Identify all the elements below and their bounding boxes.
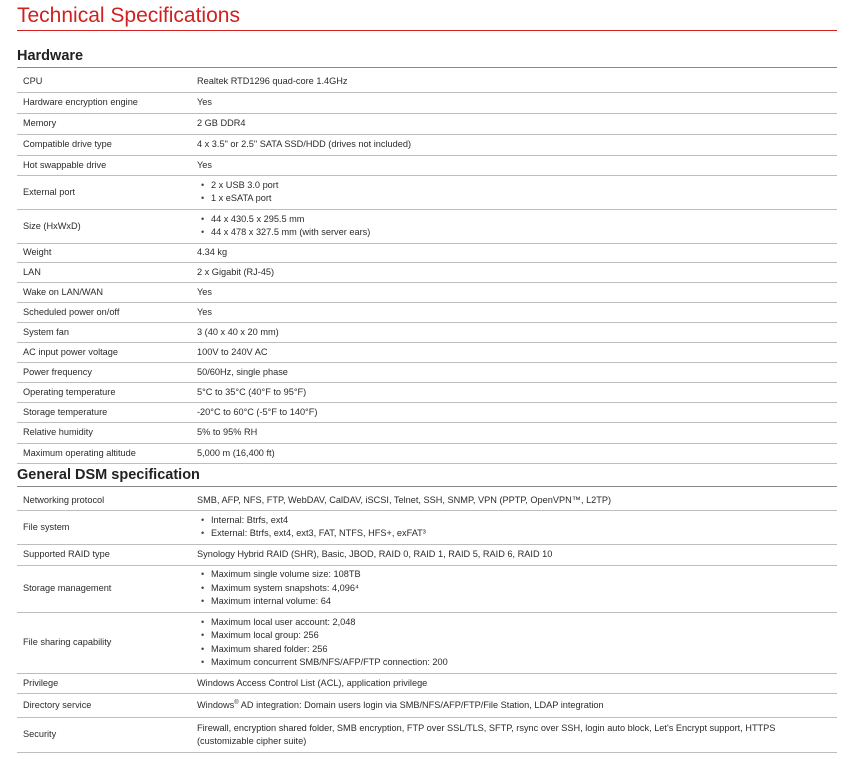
spec-label: Privilege	[17, 673, 191, 693]
spec-label: Directory service	[17, 693, 191, 717]
title-divider	[17, 30, 837, 31]
hardware-spec-table	[17, 72, 837, 464]
spec-row	[17, 422, 837, 443]
spec-value: Yes	[191, 155, 837, 175]
spec-value	[191, 209, 837, 243]
spec-label: Hot swappable drive	[17, 155, 191, 175]
page-title: Technical Specifications	[17, 4, 240, 27]
spec-list-item: • Maximum system snapshots: 4,096⁴	[197, 582, 831, 596]
spec-row	[17, 717, 837, 752]
spec-row	[17, 302, 837, 322]
spec-value-list	[197, 616, 831, 670]
spec-value	[191, 510, 837, 544]
spec-row	[17, 510, 837, 544]
spec-value	[191, 693, 837, 717]
spec-row	[17, 693, 837, 717]
spec-value	[191, 175, 837, 209]
spec-list-item: • Maximum local user account: 2,048	[197, 616, 831, 630]
spec-row	[17, 155, 837, 175]
spec-label: Networking protocol	[17, 491, 191, 510]
spec-label: Memory	[17, 113, 191, 134]
spec-value: Yes	[191, 302, 837, 322]
spec-row	[17, 382, 837, 402]
spec-list-item: • External: Btrfs, ext4, ext3, FAT, NTFS, HFS+, exFAT³	[197, 527, 831, 541]
spec-row	[17, 491, 837, 510]
spec-label: Scheduled power on/off	[17, 302, 191, 322]
spec-label: Supported RAID type	[17, 544, 191, 565]
spec-value: Windows Access Control List (ACL), application privilege	[191, 673, 837, 693]
spec-value: 4 x 3.5" or 2.5" SATA SSD/HDD (drives not included)	[191, 134, 837, 155]
spec-label: External port	[17, 175, 191, 209]
spec-value: 5,000 m (16,400 ft)	[191, 443, 837, 463]
spec-row	[17, 673, 837, 693]
spec-row	[17, 134, 837, 155]
spec-row	[17, 612, 837, 673]
spec-list-item: • 44 x 430.5 x 295.5 mm	[197, 213, 831, 227]
spec-row	[17, 402, 837, 422]
spec-value: -20°C to 60°C (-5°F to 140°F)	[191, 402, 837, 422]
spec-label: Weight	[17, 243, 191, 262]
spec-list-item: • Maximum concurrent SMB/NFS/AFP/FTP connection: 200	[197, 656, 831, 670]
spec-label: Compatible drive type	[17, 134, 191, 155]
spec-value: 2 GB DDR4	[191, 113, 837, 134]
spec-label: File system	[17, 510, 191, 544]
spec-value: Synology Hybrid RAID (SHR), Basic, JBOD, RAID 0, RAID 1, RAID 5, RAID 6, RAID 10	[191, 544, 837, 565]
spec-list-item: • Maximum local group: 256	[197, 629, 831, 643]
section-divider-dsm	[17, 486, 837, 487]
spec-label: Security	[17, 717, 191, 752]
spec-value: 3 (40 x 40 x 20 mm)	[191, 322, 837, 342]
spec-value: 50/60Hz, single phase	[191, 362, 837, 382]
spec-label: Storage management	[17, 565, 191, 612]
spec-row	[17, 113, 837, 134]
spec-list-item: • 2 x USB 3.0 port	[197, 179, 831, 193]
spec-row	[17, 282, 837, 302]
spec-value-list	[197, 179, 831, 206]
spec-row	[17, 565, 837, 612]
spec-row	[17, 209, 837, 243]
spec-label: Maximum operating altitude	[17, 443, 191, 463]
spec-list-item: • Maximum internal volume: 64	[197, 595, 831, 609]
spec-list-item: • Maximum shared folder: 256	[197, 643, 831, 657]
spec-row	[17, 322, 837, 342]
spec-value: Yes	[191, 92, 837, 113]
spec-row	[17, 72, 837, 92]
section-heading-hardware: Hardware	[17, 48, 84, 64]
spec-row	[17, 342, 837, 362]
spec-value	[191, 565, 837, 612]
spec-label: Size (HxWxD)	[17, 209, 191, 243]
spec-value	[191, 612, 837, 673]
spec-row	[17, 362, 837, 382]
spec-value-list	[197, 514, 831, 541]
spec-label: LAN	[17, 262, 191, 282]
spec-value: SMB, AFP, NFS, FTP, WebDAV, CalDAV, iSCSI, Telnet, SSH, SNMP, VPN (PPTP, OpenVPN™, L2TP)	[191, 491, 837, 510]
registered-mark: ®	[234, 699, 239, 706]
spec-value: 4.34 kg	[191, 243, 837, 262]
spec-list-item: • 44 x 478 x 327.5 mm (with server ears)	[197, 226, 831, 240]
spec-label: File sharing capability	[17, 612, 191, 673]
section-divider-hardware	[17, 67, 837, 68]
spec-value: 2 x Gigabit (RJ-45)	[191, 262, 837, 282]
spec-list-item: • Maximum single volume size: 108TB	[197, 568, 831, 582]
spec-label: Operating temperature	[17, 382, 191, 402]
spec-label: Storage temperature	[17, 402, 191, 422]
section-heading-dsm: General DSM specification	[17, 467, 200, 483]
spec-label: CPU	[17, 72, 191, 92]
spec-value-list	[197, 568, 831, 609]
dsm-spec-table	[17, 491, 837, 753]
spec-list-item: • Internal: Btrfs, ext4	[197, 514, 831, 528]
spec-list-item: • 1 x eSATA port	[197, 192, 831, 206]
spec-value: 100V to 240V AC	[191, 342, 837, 362]
spec-row	[17, 544, 837, 565]
spec-value-text: AD integration: Domain users login via SMB/NFS/AFP/FTP/File Station, LDAP integration	[238, 699, 604, 710]
spec-value: 5°C to 35°C (40°F to 95°F)	[191, 382, 837, 402]
spec-row	[17, 443, 837, 463]
spec-row	[17, 243, 837, 262]
spec-value: 5% to 95% RH	[191, 422, 837, 443]
spec-label: AC input power voltage	[17, 342, 191, 362]
spec-value-list	[197, 213, 831, 240]
spec-row	[17, 262, 837, 282]
spec-label: Wake on LAN/WAN	[17, 282, 191, 302]
spec-row	[17, 92, 837, 113]
spec-row	[17, 175, 837, 209]
spec-value: Firewall, encryption shared folder, SMB encryption, FTP over SSL/TLS, SFTP, rsync over SSH, login auto block, Let's Encrypt support, HTTPS (customizable cipher suite)	[191, 717, 837, 752]
spec-label: Relative humidity	[17, 422, 191, 443]
spec-value: Realtek RTD1296 quad-core 1.4GHz	[191, 72, 837, 92]
spec-label: Hardware encryption engine	[17, 92, 191, 113]
spec-value: Yes	[191, 282, 837, 302]
spec-label: System fan	[17, 322, 191, 342]
spec-label: Power frequency	[17, 362, 191, 382]
spec-value-text: Windows	[197, 699, 235, 710]
